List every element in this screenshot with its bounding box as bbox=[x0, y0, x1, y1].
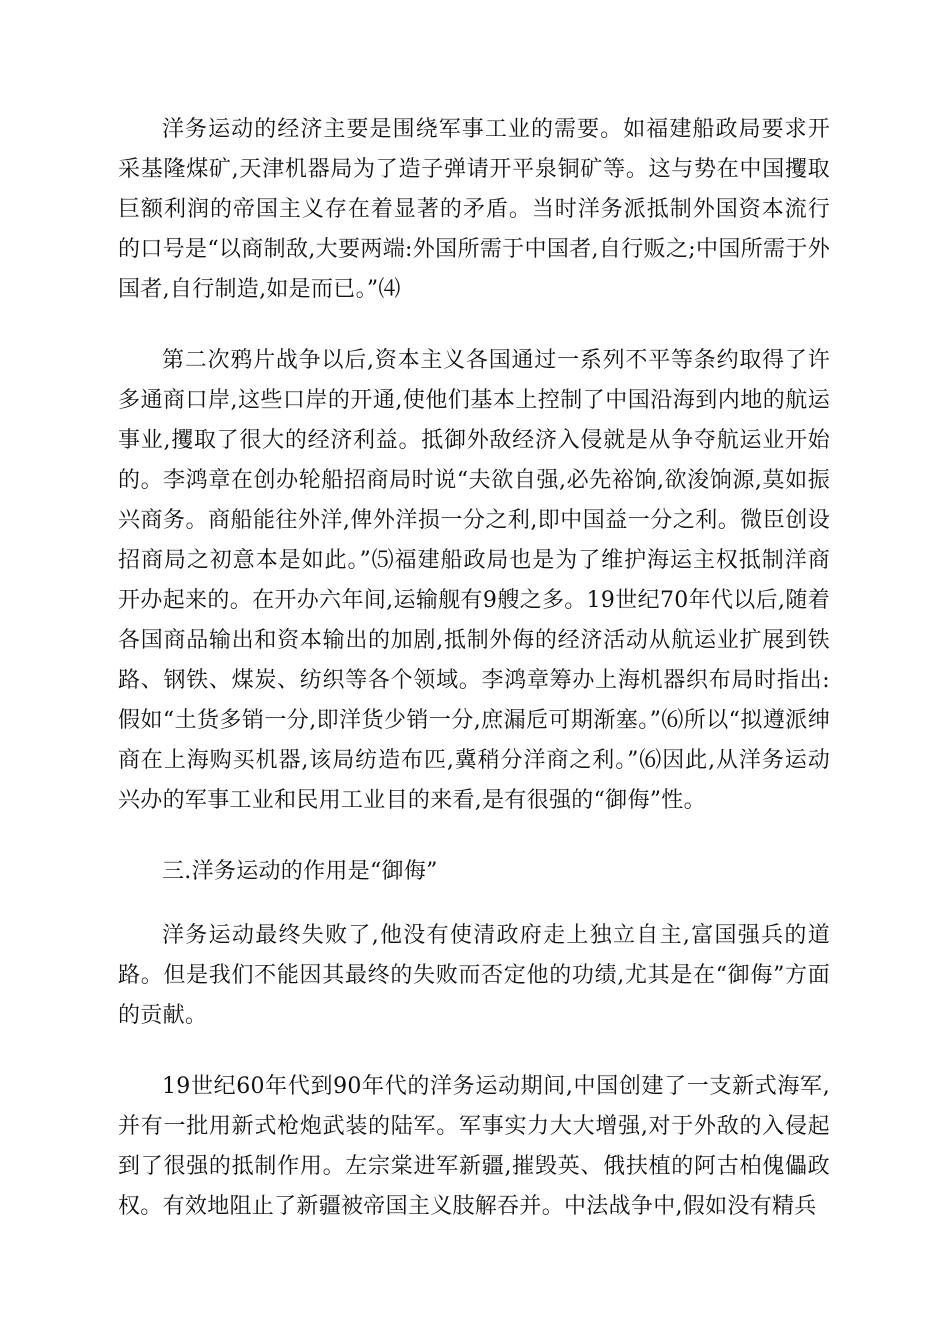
paragraph-failure-contribution: 洋务运动最终失败了,他没有使清政府走上独立自主,富国强兵的道路。但是我们不能因其最终的失败而否定他的功绩,尤其是在“御侮”方面的贡献。 bbox=[118, 923, 830, 1028]
body-text bbox=[118, 110, 830, 1258]
paragraph-military-strength: 19世纪60年代到90年代的洋务运动期间,中国创建了一支新式海军,并有一批用新式枪炮武装的陆军。军事实力大大增强,对于外敌的入侵起到了很强的抵制作用。左宗棠进军新疆,摧毁英、俄扶植的阿古柏傀儡政权。有效地阻止了新疆被帝国主义肢解吞并。中法战争中,假如没有精兵 bbox=[118, 1074, 830, 1219]
paragraph-shipping-rights: 第二次鸦片战争以后,资本主义各国通过一系列不平等条约取得了许多通商口岸,这些口岸的开通,使他们基本上控制了中国沿海到内地的航运事业,攫取了很大的经济利益。抵御外敌经济入侵就是从争夺航运业开始的。李鸿章在创办轮船招商局时说“夫欲自强,必先裕饷,欲浚饷源,莫如振兴商务。商船能往外洋,俾外洋损一分之利,即中国益一分之利。微臣创设招商局之初意本是如此。”⑸福建船政局也是为了维护海运主权抵制洋商开办起来的。在开办六年间,运输舰有9艘之多。19世纪70年代以后,随着各国商品输出和资本输出的加剧,抵制外侮的经济活动从航运业扩展到铁路、钢铁、煤炭、纺织等各个领域。李鸿章筹办上海机器织布局时指出:假如“土货多销一分,即洋货少销一分,庶漏卮可期渐塞。”⑹所以“拟遵派绅商在上海购买机器,该局纺造布匹,冀稍分洋商之利。”⑹因此,从洋务运动兴办的军事工业和民用工业目的来看,是有很强的“御侮”性。 bbox=[118, 348, 830, 813]
paragraph-economy-military: 洋务运动的经济主要是围绕军事工业的需要。如福建船政局要求开采基隆煤矿,天津机器局为了造子弹请开平泉铜矿等。这与势在中国攫取巨额利润的帝国主义存在着显著的矛盾。当时洋务派抵制外国资本流行的口号是“以商制敌,大要两端:外国所需于中国者,自行贩之;中国所需于外国者,自行制造,如是而已。”⑷ bbox=[118, 117, 830, 302]
section-heading: 三.洋务运动的作用是“御侮” bbox=[162, 859, 438, 884]
